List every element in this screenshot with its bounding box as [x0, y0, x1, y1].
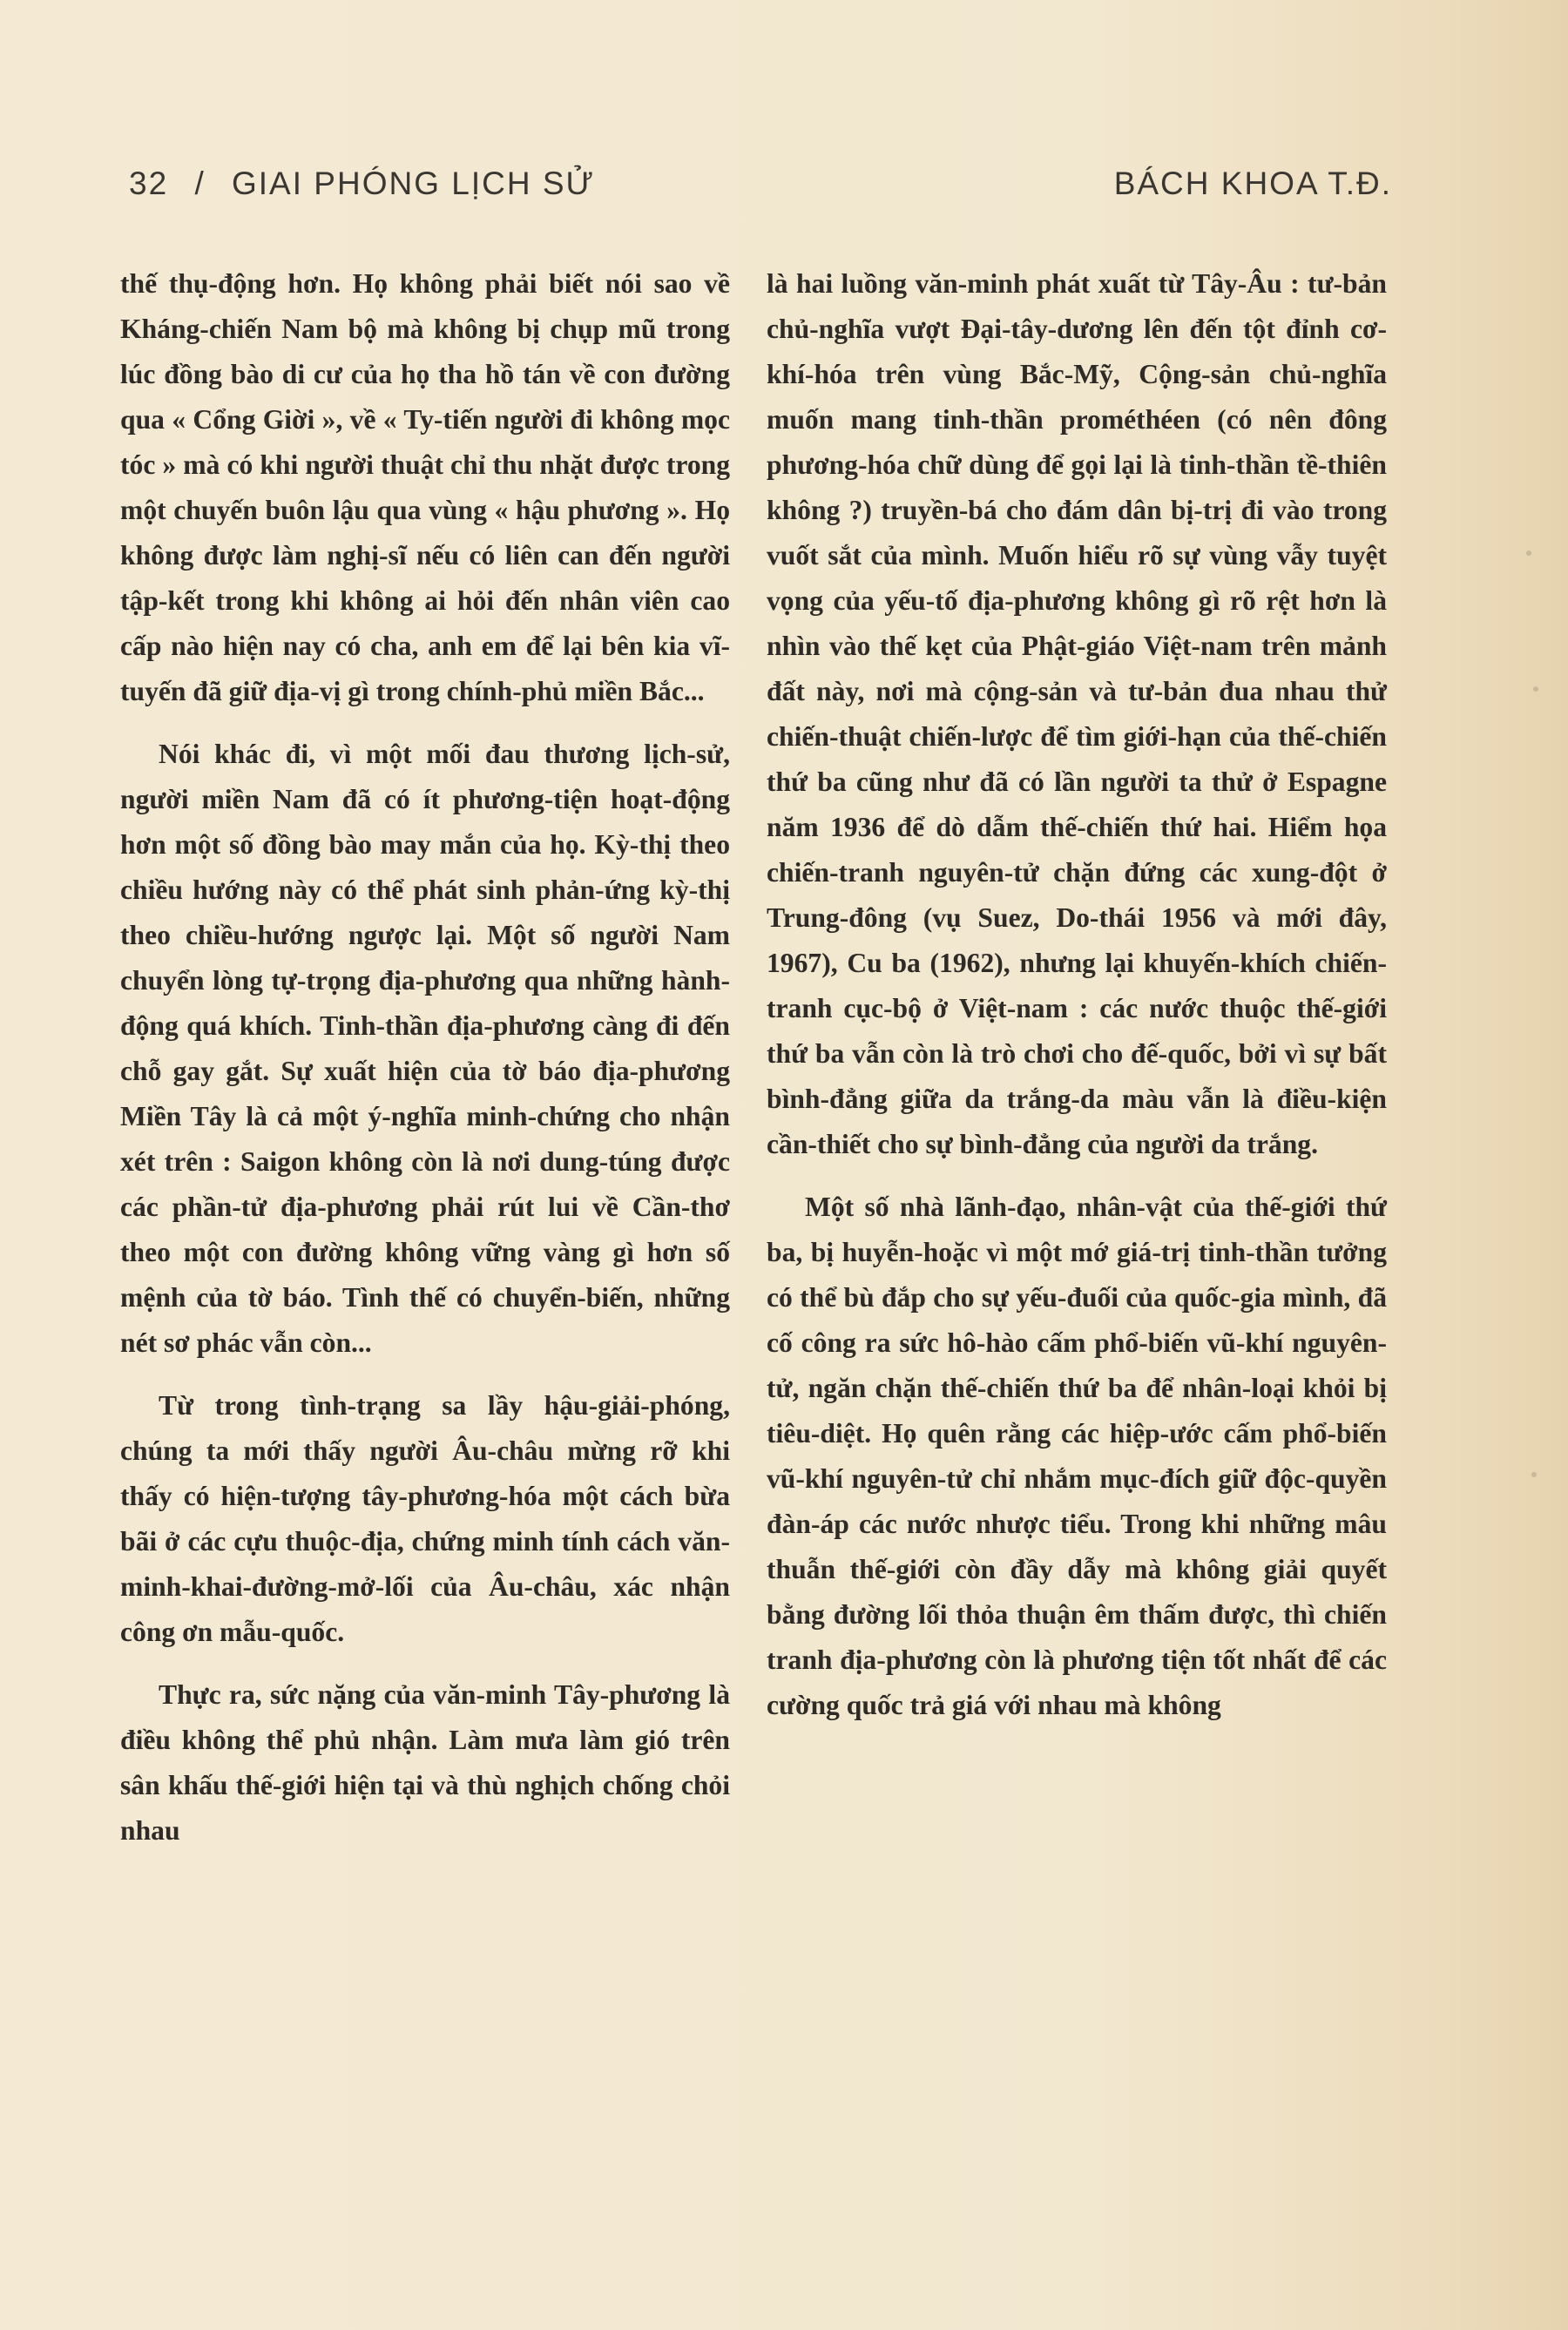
- running-header: [129, 165, 1392, 202]
- left-text-column: [120, 261, 730, 1871]
- left-paragraph-1: thế thụ-động hơn. Họ không phải biết nói sao về Kháng-chiến Nam bộ mà không bị chụp mũ trong lúc đồng bào di cư của họ tha hồ tán về con đường qua « Cổng Giời », về « Ty-tiến người đi không mọc tóc » mà có khi người thuật chỉ thu nhặt được trong một chuyến buôn lậu qua vùng « hậu phương ». Họ không được làm nghị-sĩ nếu có liên can đến người tập-kết trong khi không ai hỏi đến nhân viên cao cấp nào hiện nay có cha, anh em để lại bên kia vĩ-tuyến đã giữ địa-vị gì trong chính-phủ miền Bắc...: [120, 268, 730, 706]
- paper-speck: [1533, 686, 1538, 692]
- chapter-title: GIAI PHÓNG LỊCH SỬ: [232, 165, 596, 201]
- left-paragraph-2: Nói khác đi, vì một mối đau thương lịch-sử, người miền Nam đã có ít phương-tiện hoạt-động hơn một số đồng bào may mắn của họ. Kỳ-thị theo chiều hướng này có thể phát sinh phản-ứng kỳ-thị theo chiều-hướng ngược lại. Một số người Nam chuyển lòng tự-trọng địa-phương qua những hành-động quá khích. Tinh-thần địa-phương càng đi đến chỗ gay gắt. Sự xuất hiện của tờ báo địa-phương Miền Tây là cả một ý-nghĩa minh-chứng cho nhận xét trên : Saigon không còn là nơi dung-túng được các phần-tử địa-phương phải rút lui về Cần-thơ theo một con đường không vững vàng gì hơn số mệnh của tờ báo. Tình thế có chuyển-biến, những nét sơ phác vẫn còn...: [120, 739, 730, 1358]
- journal-name: BÁCH KHOA T.Đ.: [1113, 165, 1392, 201]
- right-text-column: [767, 261, 1387, 1746]
- left-paragraph-3: Từ trong tình-trạng sa lầy hậu-giải-phóng, chúng ta mới thấy người Âu-châu mừng rỡ khi thấy có hiện-tượng tây-phương-hóa một cách bừa bãi ở các cựu thuộc-địa, chứng minh tính cách văn-minh-khai-đường-mở-lối của Âu-châu, xác nhận công ơn mẫu-quốc.: [120, 1390, 730, 1647]
- right-paragraph-2: Một số nhà lãnh-đạo, nhân-vật của thế-giới thứ ba, bị huyễn-hoặc vì một mớ giá-trị tinh-thần tưởng có thể bù đắp cho sự yếu-đuối của quốc-gia mình, đã cố công ra sức hô-hào cấm phổ-biến vũ-khí nguyên-tử, ngăn chặn thế-chiến thứ ba để nhân-loại khỏi bị tiêu-diệt. Họ quên rằng các hiệp-ước cấm phổ-biến vũ-khí nguyên-tử chỉ nhắm mục-đích giữ độc-quyền đàn-áp các nước nhược tiểu. Trong khi những mâu thuẫn thế-giới còn đầy dẫy mà không giải quyết bằng đường lối thỏa thuận êm thấm được, thì chiến tranh địa-phương còn là phương tiện tốt nhất để các cường quốc trả giá với nhau mà không: [767, 1192, 1387, 1720]
- paper-speck: [1531, 1472, 1537, 1477]
- header-left: [129, 165, 611, 202]
- left-paragraph-4: Thực ra, sức nặng của văn-minh Tây-phương là điều không thể phủ nhận. Làm mưa làm gió trên sân khấu thế-giới hiện tại và thù nghịch chống chỏi nhau: [120, 1679, 730, 1846]
- paper-speck: [1526, 550, 1531, 556]
- right-paragraph-1: là hai luồng văn-minh phát xuất từ Tây-Âu : tư-bản chủ-nghĩa vượt Đại-tây-dương lên đến tột đỉnh cơ-khí-hóa trên vùng Bắc-Mỹ, Cộng-sản chủ-nghĩa muốn mang tinh-thần prométhéen (có nên đông phương-hóa chữ dùng để gọi lại là tinh-thần tề-thiên không ?) truyền-bá cho đám dân bị-trị đi vào trong vuốt sắt của mình. Muốn hiểu rõ sự vùng vẫy tuyệt vọng của yếu-tố địa-phương không gì rõ rệt hơn là nhìn vào thế kẹt của Phật-giáo Việt-nam trên mảnh đất này, nơi mà cộng-sản và tư-bản đua nhau thử chiến-thuật chiến-lược để tìm giới-hạn của thế-chiến thứ ba cũng như đã có lần người ta thử ở Espagne năm 1936 để dò dẫm thế-chiến thứ hai. Hiểm họa chiến-tranh nguyên-tử chặn đứng các xung-đột ở Trung-đông (vụ Suez, Do-thái 1956 và mới đây, 1967), Cu ba (1962), nhưng lại khuyến-khích chiến-tranh cục-bộ ở Việt-nam : các nước thuộc thế-giới thứ ba vẫn còn là trò chơi cho đế-quốc, bởi vì sự bất bình-đẳng giữa da trắng-da màu vẫn là điều-kiện cần-thiết cho sự bình-đẳng của người da trắng.: [767, 268, 1387, 1159]
- page-number: 32: [129, 165, 169, 201]
- header-separator: /: [194, 165, 206, 201]
